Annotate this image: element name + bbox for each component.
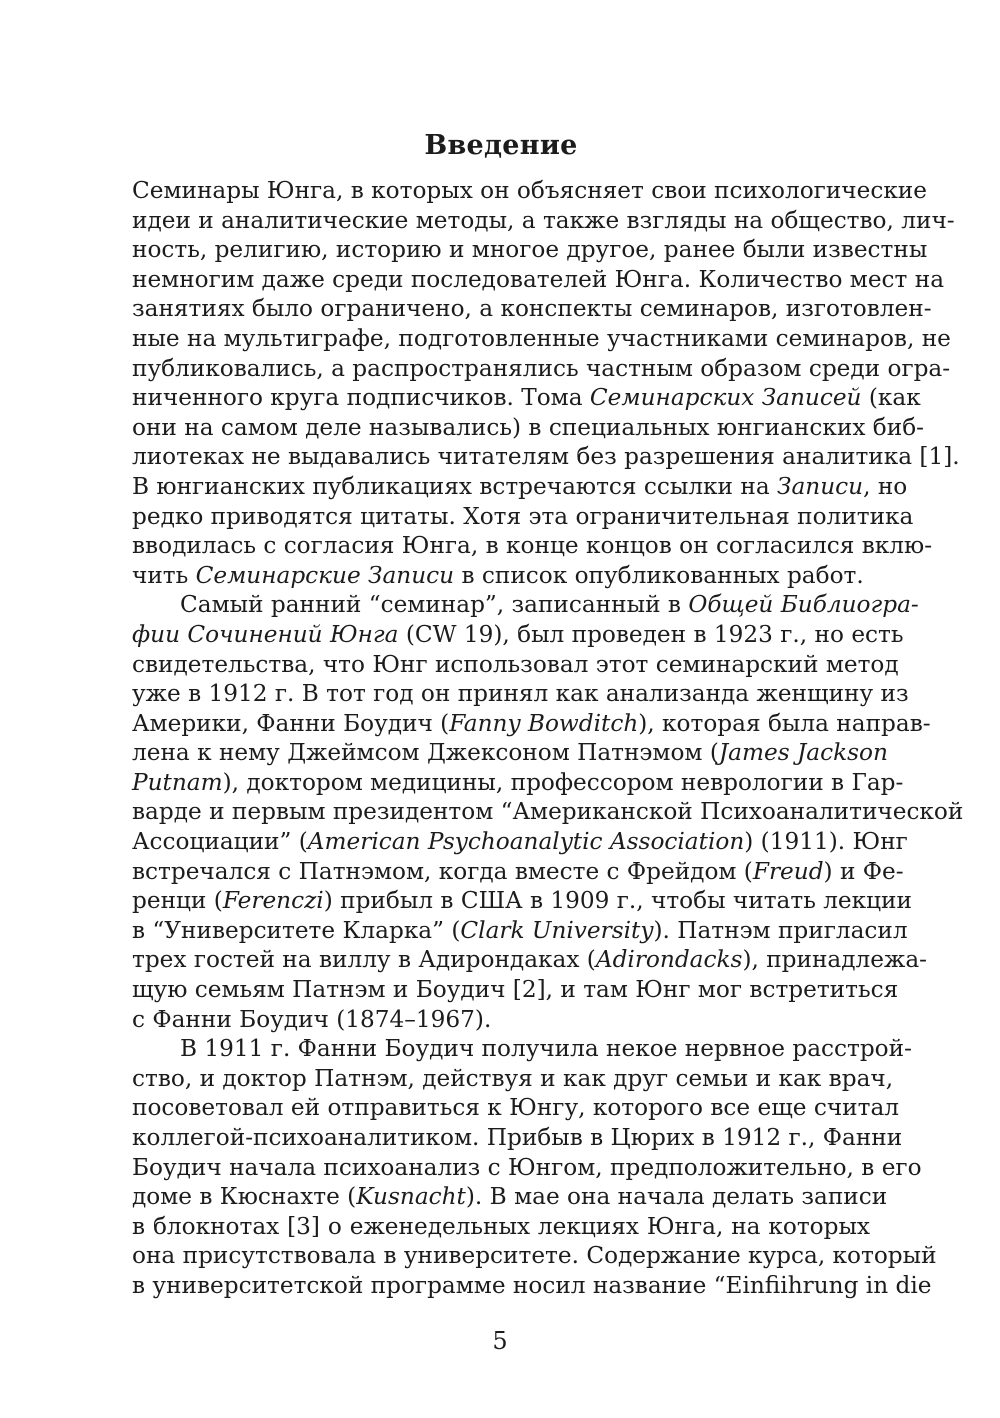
italic-text-run: American Psychoanalytic Association [307, 828, 745, 856]
text-run: ) (1911). Юнг [744, 828, 908, 856]
text-line [132, 502, 914, 532]
main-text [132, 176, 964, 1301]
text-run: посоветовал ей отправиться к Юнгу, которого все еще считал [132, 1094, 900, 1122]
text-run: (как [861, 384, 921, 412]
text-run: В 1911 г. Фанни Боудич получила некое нервное расстрой- [180, 1035, 912, 1063]
italic-text-run: Kusnacht [356, 1183, 466, 1211]
page-body [132, 128, 964, 1301]
italic-text-run: Clark University [460, 916, 654, 944]
text-line [132, 294, 932, 324]
text-run: доме в Кюснахте ( [132, 1183, 357, 1211]
text-line [132, 738, 888, 768]
text-line [132, 383, 921, 413]
text-line [132, 1212, 870, 1242]
text-run: в “Университете Кларка” ( [132, 916, 461, 944]
text-line [132, 235, 928, 265]
text-line [132, 650, 899, 680]
text-run: трех гостей на виллу в Адирондаках ( [132, 946, 596, 974]
italic-text-run: James Jackson [718, 739, 888, 767]
text-line [132, 442, 960, 472]
text-line [132, 916, 908, 946]
text-line [132, 768, 904, 798]
italic-text-run: Семинарские Записи [195, 561, 455, 589]
italic-text-run: Fanny Bowditch [449, 709, 639, 737]
text-run: ), доктором медицины, профессором неврологии в Гар- [222, 768, 904, 796]
text-run: коллегой-психоаналитиком. Прибыв в Цюрих в 1912 г., Фанни [132, 1124, 903, 1151]
text-line [132, 886, 912, 916]
text-line [132, 975, 899, 1005]
text-line [132, 945, 927, 975]
italic-text-run: Ferenczi [222, 887, 324, 915]
text-run: встречался с Патнэмом, когда вместе с Фрейдом ( [132, 857, 753, 885]
text-line [132, 1241, 937, 1271]
text-run: лена к нему Джеймсом Джексоном Патнэмом ( [132, 739, 719, 767]
text-run: варде и первым президентом “Американской Психоаналитической [132, 798, 964, 826]
text-line [132, 265, 945, 295]
text-run: Америки, Фанни Боудич ( [132, 709, 450, 737]
text-line [132, 1153, 922, 1183]
text-run: вводилась с согласия Юнга, в конце концов он согласился вклю- [132, 532, 933, 560]
text-run: ). В мае она начала делать записи [465, 1183, 888, 1211]
page-title: Введение [424, 130, 578, 161]
text-run: В юнгианских публикациях встречаются ссылки на [132, 472, 778, 500]
italic-text-run: Записи [777, 472, 864, 500]
text-line [132, 354, 951, 384]
text-run: ренци ( [132, 887, 223, 915]
italic-text-run: Freud [752, 857, 824, 885]
text-line [132, 797, 964, 827]
text-run: занятиях было ограничено, а конспекты семинаров, изготовлен- [132, 295, 932, 323]
text-run: чить [132, 561, 196, 589]
text-line [132, 1034, 912, 1064]
italic-text-run: Семинарских Записей [589, 384, 862, 412]
text-line [132, 827, 908, 857]
text-line [132, 679, 909, 709]
text-line [132, 531, 933, 561]
text-run: ) и Фе- [823, 857, 904, 885]
text-line [132, 1182, 888, 1212]
text-run: они на самом деле назывались) в специальных юнгианских биб- [132, 413, 924, 441]
text-run: ), которая была направ- [638, 709, 931, 737]
paragraph [132, 176, 960, 590]
text-line [132, 413, 924, 443]
text-run: щую семьям Патнэм и Боудич [2], и там Юнг мог встретиться [132, 976, 899, 1004]
text-run: ниченного круга подписчиков. Тома [132, 384, 590, 412]
text-line [132, 709, 931, 739]
text-line [132, 206, 955, 236]
italic-text-run: Putnam [132, 768, 223, 796]
text-line [132, 1064, 894, 1094]
text-run: Самый ранний “семинар”, записанный в [180, 591, 689, 619]
italic-text-run: фии Сочинений Юнга [132, 620, 399, 648]
text-run: ), принадлежа- [742, 946, 927, 974]
paragraph [132, 590, 964, 1034]
text-line [132, 1005, 870, 1035]
text-run: ). Патнэм пригласил [653, 916, 908, 944]
italic-text-run: Общей Библиогра- [688, 591, 919, 619]
text-line [132, 324, 951, 354]
text-run: лиотеках не выдавались читателям без разрешения аналитика [1]. [132, 443, 960, 471]
italic-text-run: Adirondacks [595, 946, 743, 974]
text-run: ные на мультиграфе, подготовленные участниками семинаров, не [132, 324, 951, 352]
text-run: свидетельства, что Юнг использовал этот семинарский метод [132, 650, 899, 678]
text-line [132, 1093, 900, 1123]
text-run: ность, религию, историю и многое другое, ранее были известны [132, 236, 928, 264]
text-line [132, 561, 870, 591]
text-line [132, 1271, 932, 1301]
text-line [132, 176, 927, 206]
text-run: она присутствовала в университете. Содержание курса, который [132, 1242, 937, 1270]
text-run: (CW 19), был проведен в 1923 г., но есть [398, 620, 904, 648]
text-line [132, 590, 919, 620]
text-line [132, 857, 904, 887]
text-line [132, 1123, 903, 1153]
text-run: немногим даже среди последователей Юнга. Количество мест на [132, 265, 945, 293]
text-line [132, 472, 908, 502]
text-line [132, 620, 904, 650]
page-number: 5 [492, 1327, 508, 1355]
text-run: в список опубликованных работ. [454, 561, 864, 589]
text-run: ство, и доктор Патнэм, действуя и как друг семьи и как врач, [132, 1064, 894, 1092]
text-run: , но [863, 472, 908, 500]
text-run: публиковались, а распространялись частным образом среди огра- [132, 354, 951, 382]
text-run: Ассоциации” ( [132, 828, 308, 856]
text-run: уже в 1912 г. В тот год он принял как анализанда женщину из [132, 680, 909, 708]
paragraph [132, 1034, 937, 1300]
text-run: с Фанни Боудич (1874–1967). [132, 1005, 492, 1033]
text-run: Боудич начала психоанализ с Юнгом, предположительно, в его [132, 1153, 922, 1181]
text-run: в университетской программе носил название “Einfiihrung in die [132, 1271, 932, 1299]
text-run: в блокнотах [3] о еженедельных лекциях Юнга, на которых [132, 1212, 870, 1240]
text-run: редко приводятся цитаты. Хотя эта ограничительная политика [132, 502, 914, 530]
text-run: идеи и аналитические методы, а также взгляды на общество, лич- [132, 206, 955, 234]
text-run: Семинары Юнга, в которых он объясняет свои психологические [132, 177, 927, 204]
text-run: ) прибыл в США в 1909 г., чтобы читать лекции [323, 887, 912, 915]
